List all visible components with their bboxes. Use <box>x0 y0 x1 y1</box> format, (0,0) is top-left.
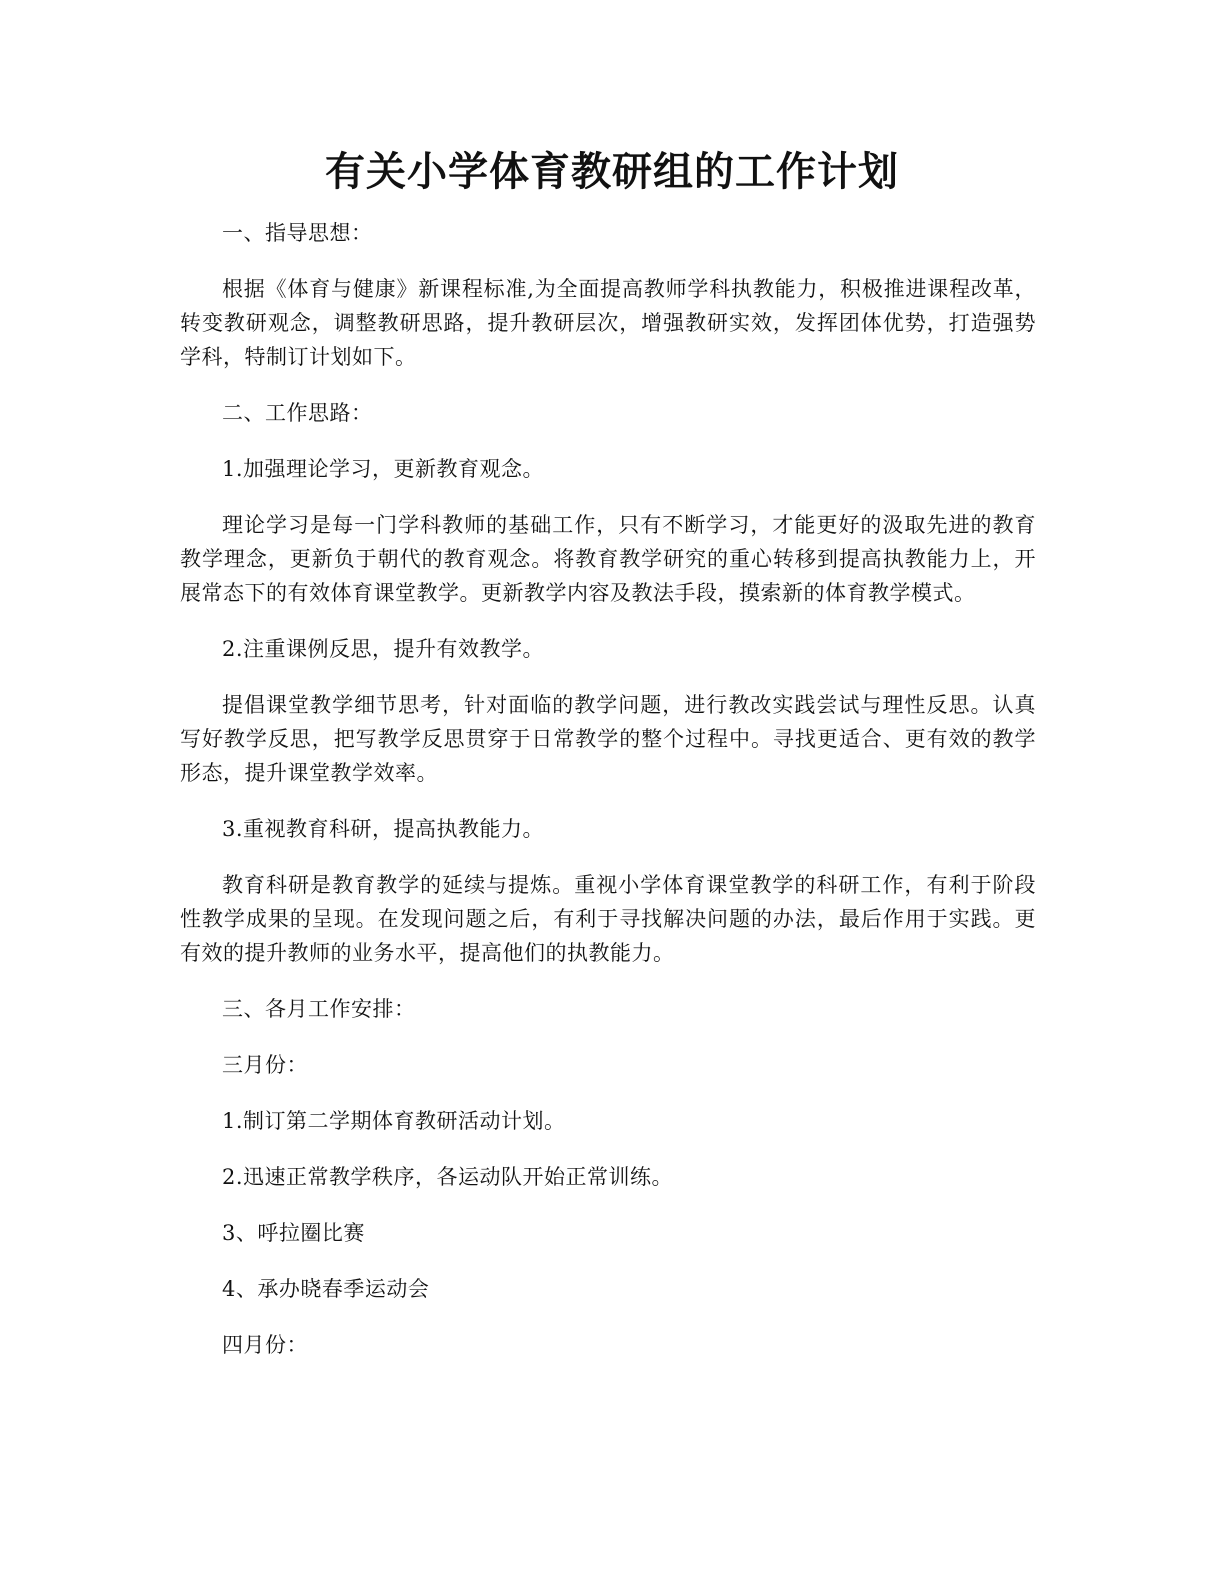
paragraph-intro: 根据《体育与健康》新课程标准,为全面提高教师学科执教能力，积极推进课程改革，转变教研观念，调整教研思路，提升教研层次，增强教研实效，发挥团体优势，打造强势学科，特制订计划如下。 <box>180 277 1036 369</box>
document-body <box>180 216 1036 1362</box>
item-theory-study: 1.加强理论学习，更新教育观念。 <box>222 457 545 481</box>
month-april: 四月份： <box>222 1333 308 1357</box>
month-march: 三月份： <box>222 1053 308 1077</box>
heading-guiding-ideology: 一、指导思想： <box>222 221 373 245</box>
item-education-research: 3.重视教育科研，提高执教能力。 <box>222 817 545 841</box>
march-item-4: 4、承办晓春季运动会 <box>222 1277 430 1301</box>
heading-work-ideas: 二、工作思路： <box>222 401 373 425</box>
march-item-1: 1.制订第二学期体育教研活动计划。 <box>222 1109 566 1133</box>
document-title: 有关小学体育教研组的工作计划 <box>325 149 899 195</box>
heading-monthly-schedule: 三、各月工作安排： <box>222 997 416 1021</box>
item-lesson-reflection: 2.注重课例反思，提升有效教学。 <box>222 637 545 661</box>
paragraph-theory-study: 理论学习是每一门学科教师的基础工作，只有不断学习，才能更好的汲取先进的教育教学理念，更新负于朝代的教育观念。将教育教学研究的重心转移到提高执教能力上，开展常态下的有效体育课堂教学。更新教学内容及教法手段，摸索新的体育教学模式。 <box>180 513 1036 605</box>
march-item-3: 3、呼拉圈比赛 <box>222 1221 365 1245</box>
paragraph-lesson-reflection: 提倡课堂教学细节思考，针对面临的教学问题，进行教改实践尝试与理性反思。认真写好教学反思，把写教学反思贯穿于日常教学的整个过程中。寻找更适合、更有效的教学形态，提升课堂教学效率。 <box>180 693 1036 785</box>
march-item-2: 2.迅速正常教学秩序，各运动队开始正常训练。 <box>222 1165 674 1189</box>
paragraph-education-research: 教育科研是教育教学的延续与提炼。重视小学体育课堂教学的科研工作，有利于阶段性教学成果的呈现。在发现问题之后，有利于寻找解决问题的办法，最后作用于实践。更有效的提升教师的业务水平，提高他们的执教能力。 <box>180 873 1036 965</box>
